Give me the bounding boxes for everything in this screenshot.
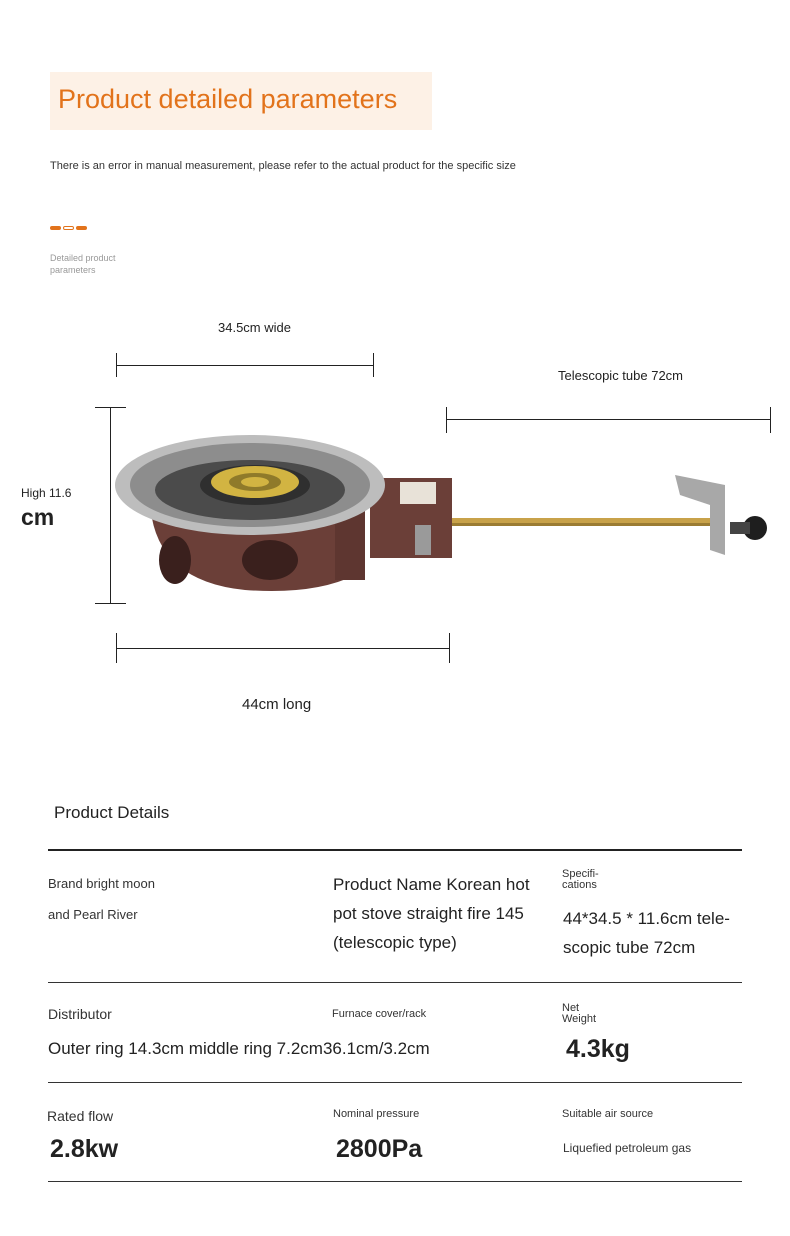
- section-label: Detailed product parameters: [50, 253, 116, 275]
- decorative-dots: [50, 226, 87, 230]
- length-label: 44cm long: [242, 696, 312, 713]
- height-unit: cm: [21, 504, 55, 530]
- net-weight-label: Net Weight: [562, 1002, 597, 1025]
- stove-image: [115, 430, 775, 600]
- width-tick-right: [373, 353, 374, 377]
- product-name: Product Name Korean hot pot stove straight fire 145 (telescopic type): [333, 875, 530, 952]
- tube-label: Telescopic tube 72cm: [558, 368, 684, 383]
- air-source-value: Liquefied petroleum gas: [563, 1141, 692, 1155]
- length-tick-left: [116, 633, 117, 663]
- spec-label: Specifi-cations: [562, 868, 599, 891]
- brand-line1: Brand bright moon: [48, 876, 155, 891]
- length-line: [116, 648, 450, 649]
- rated-flow-label: Rated flow: [47, 1108, 114, 1124]
- tube-line: [446, 419, 771, 420]
- width-line: [116, 365, 374, 366]
- height-tick-bottom: [95, 603, 126, 604]
- height-line: [110, 407, 111, 604]
- air-source-label: Suitable air source: [562, 1108, 654, 1120]
- distributor-value: Outer ring 14.3cm middle ring 7.2cm36.1cm/3.2cm: [48, 1039, 430, 1058]
- table-rule-bottom: [48, 1181, 742, 1182]
- height-tick-top: [95, 407, 126, 408]
- pressure-value: 2800Pa: [336, 1135, 423, 1163]
- length-tick-right: [449, 633, 450, 663]
- width-tick-left: [116, 353, 117, 377]
- rated-flow-value: 2.8kw: [50, 1135, 119, 1163]
- net-weight-value: 4.3kg: [566, 1035, 630, 1063]
- table-rule-1: [48, 982, 742, 983]
- spec-value: 44*34.5 * 11.6cm tele-scopic tube 72cm: [563, 909, 730, 957]
- table-rule-top: [48, 849, 742, 851]
- table-rule-2: [48, 1082, 742, 1083]
- details-title: Product Details: [54, 803, 170, 822]
- page-title: Product detailed parameters: [50, 72, 432, 130]
- distributor-label: Distributor: [48, 1006, 112, 1022]
- height-label: High 11.6: [21, 486, 72, 500]
- brand-line2: and Pearl River: [48, 907, 138, 922]
- pressure-label: Nominal pressure: [333, 1108, 420, 1120]
- furnace-label: Furnace cover/rack: [332, 1008, 427, 1020]
- width-label: 34.5cm wide: [218, 320, 291, 335]
- measurement-note: There is an error in manual measurement, please refer to the actual product for the specific size: [50, 160, 516, 172]
